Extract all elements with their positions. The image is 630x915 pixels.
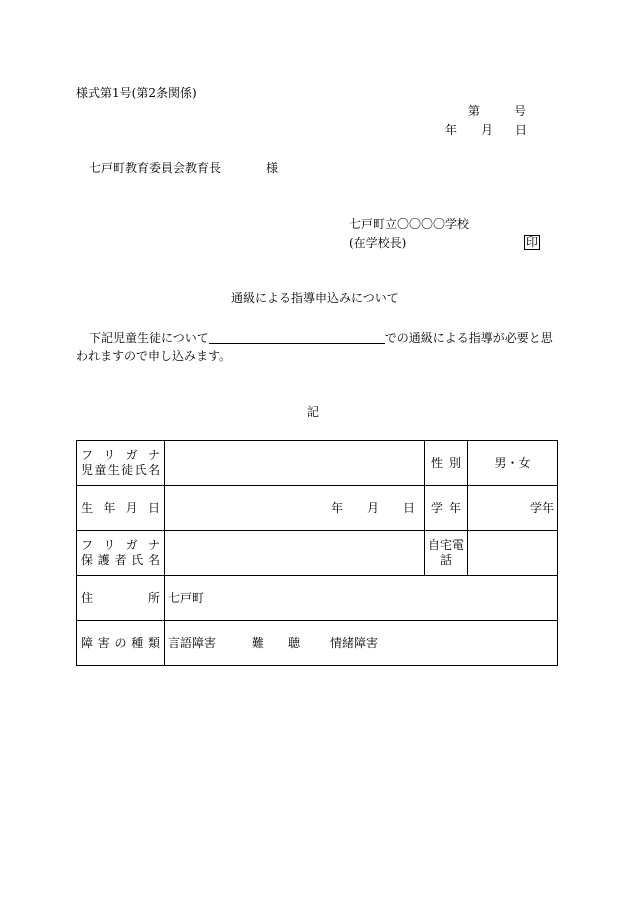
label-guardian-name: フ リ ガ ナ 保 護 者 氏 名 [77,531,165,576]
addressee-honorific: 様 [266,161,279,175]
home-phone-field[interactable] [468,531,558,576]
form-number: 様式第1号(第2条関係) [76,86,197,100]
table-row-disability [77,621,558,666]
address-field[interactable]: 七戸町 [165,576,558,621]
application-form-table [76,440,558,666]
option-hearing-cho[interactable]: 聴 [288,635,301,650]
date-year: 年 [445,123,458,137]
blank-underline [209,330,385,344]
table-row-birth [77,486,558,531]
label-address: 住 所 [77,576,165,621]
document-title: 通級による指導申込みについて [231,291,399,305]
table-row-student [77,441,558,486]
seal-mark: 印 [526,235,539,249]
date-month: 月 [481,123,494,137]
body-line-2: われますので申し込みます。 [76,349,232,363]
label-grade: 学 年 [425,486,468,531]
date-day: 日 [515,123,528,137]
body-line-1-before: 下記児童生徒について [89,331,209,345]
table-row-guardian [77,531,558,576]
doc-no-prefix: 第 [468,104,481,118]
doc-no-suffix: 号 [514,104,527,118]
student-name-field[interactable] [165,441,425,486]
body-line-1 [89,330,553,345]
sender-principal: (在学校長) [349,236,407,250]
birthdate-field[interactable]: 年 月 日 [165,486,425,531]
option-emotional-disorder[interactable]: 情緒障害 [330,635,379,650]
option-speech-disorder[interactable]: 言語障害 [168,635,217,650]
guardian-name-field[interactable] [165,531,425,576]
option-hearing-nan[interactable]: 難 [252,635,265,650]
label-home-phone: 自宅電 話 [425,531,468,576]
label-disability-type: 障 害 の 種 類 [77,621,165,666]
disability-type-field[interactable] [165,621,558,666]
table-row-address [77,576,558,621]
label-gender: 性 別 [425,441,468,486]
label-student-name [77,441,165,486]
label-birthdate: 生 年 月 日 [77,486,165,531]
note-heading: 記 [307,405,320,419]
gender-field[interactable]: 男・女 [468,441,558,486]
sender-school: 七戸町立〇〇〇〇学校 [349,217,470,231]
student-name-label: 児 童 生 徒 氏 名 [81,463,160,477]
body-line-1-after: での通級による指導が必要と思 [384,331,553,345]
furigana-label: フ リ ガ ナ [81,448,160,462]
addressee-name: 七戸町教育委員会教育長 [89,161,222,175]
grade-field[interactable]: 学年 [468,486,558,531]
